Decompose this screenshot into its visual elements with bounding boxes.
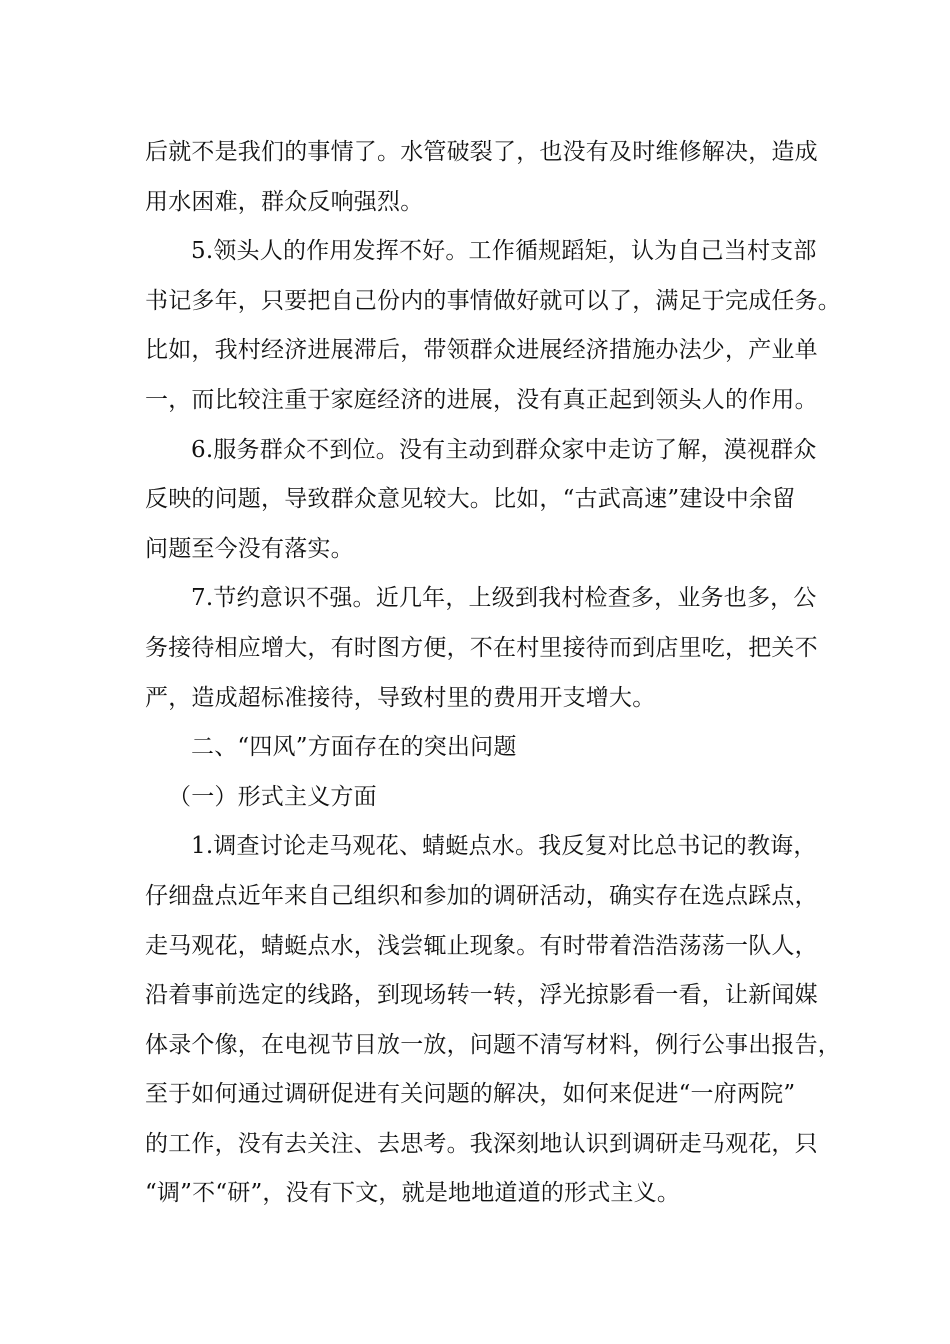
document-body: [145, 128, 845, 1219]
body-line: 1.调查讨论走马观花、蜻蜓点水。我反复对比总书记的教诲，: [191, 833, 817, 860]
body-line: 7.节约意识不强。近几年，上级到我村检查多，业务也多，公: [191, 585, 817, 612]
body-line: 后就不是我们的事情了。水管破裂了，也没有及时维修解决，造成: [145, 139, 818, 165]
body-line: 反映的问题，导致群众意见较大。比如，“古武高速”建设中余留: [145, 486, 796, 513]
body-line: 5.领头人的作用发挥不好。工作循规蹈矩，认为自己当村支部: [191, 238, 817, 265]
body-line: 务接待相应增大，有时图方便，不在村里接待而到店里吃，把关不: [145, 634, 818, 661]
body-line: 走马观花，蜻蜓点水，浅尝辄止现象。有时带着浩浩荡荡一队人，: [145, 932, 818, 959]
body-line: “调”不“研”，没有下文，就是地地道道的形式主义。: [145, 1180, 681, 1207]
body-line: 体录个像，在电视节目放一放，问题不清写材料，例行公事出报告，: [145, 1031, 841, 1058]
body-line: 仔细盘点近年来自己组织和参加的调研活动，确实存在选点踩点，: [145, 882, 818, 909]
body-line: 至于如何通过调研促进有关问题的解决，如何来促进“一府两院”: [145, 1081, 796, 1108]
body-line: 问题至今没有落实。: [145, 535, 354, 562]
body-line: 的工作，没有去关注、去思考。我深刻地认识到调研走马观花，只: [145, 1130, 818, 1157]
body-line: 一，而比较注重于家庭经济的进展，没有真正起到领头人的作用。: [145, 386, 818, 413]
body-line: 书记多年，只要把自己份内的事情做好就可以了，满足于完成任务。: [145, 287, 841, 314]
body-line: 沿着事前选定的线路，到现场转一转，浮光掠影看一看，让新闻媒: [145, 982, 818, 1009]
body-line: 严，造成超标准接待，导致村里的费用开支增大。: [145, 684, 656, 711]
body-line: 比如，我村经济进展滞后，带领群众进展经济措施办法少，产业单: [145, 337, 818, 364]
subsection-heading: （一）形式主义方面: [168, 783, 377, 810]
body-line: 6.服务群众不到位。没有主动到群众家中走访了解，漠视群众: [191, 436, 817, 463]
body-line: 用水困难，群众反响强烈。: [145, 188, 424, 215]
section-heading: 二、“四风”方面存在的突出问题: [191, 734, 517, 761]
